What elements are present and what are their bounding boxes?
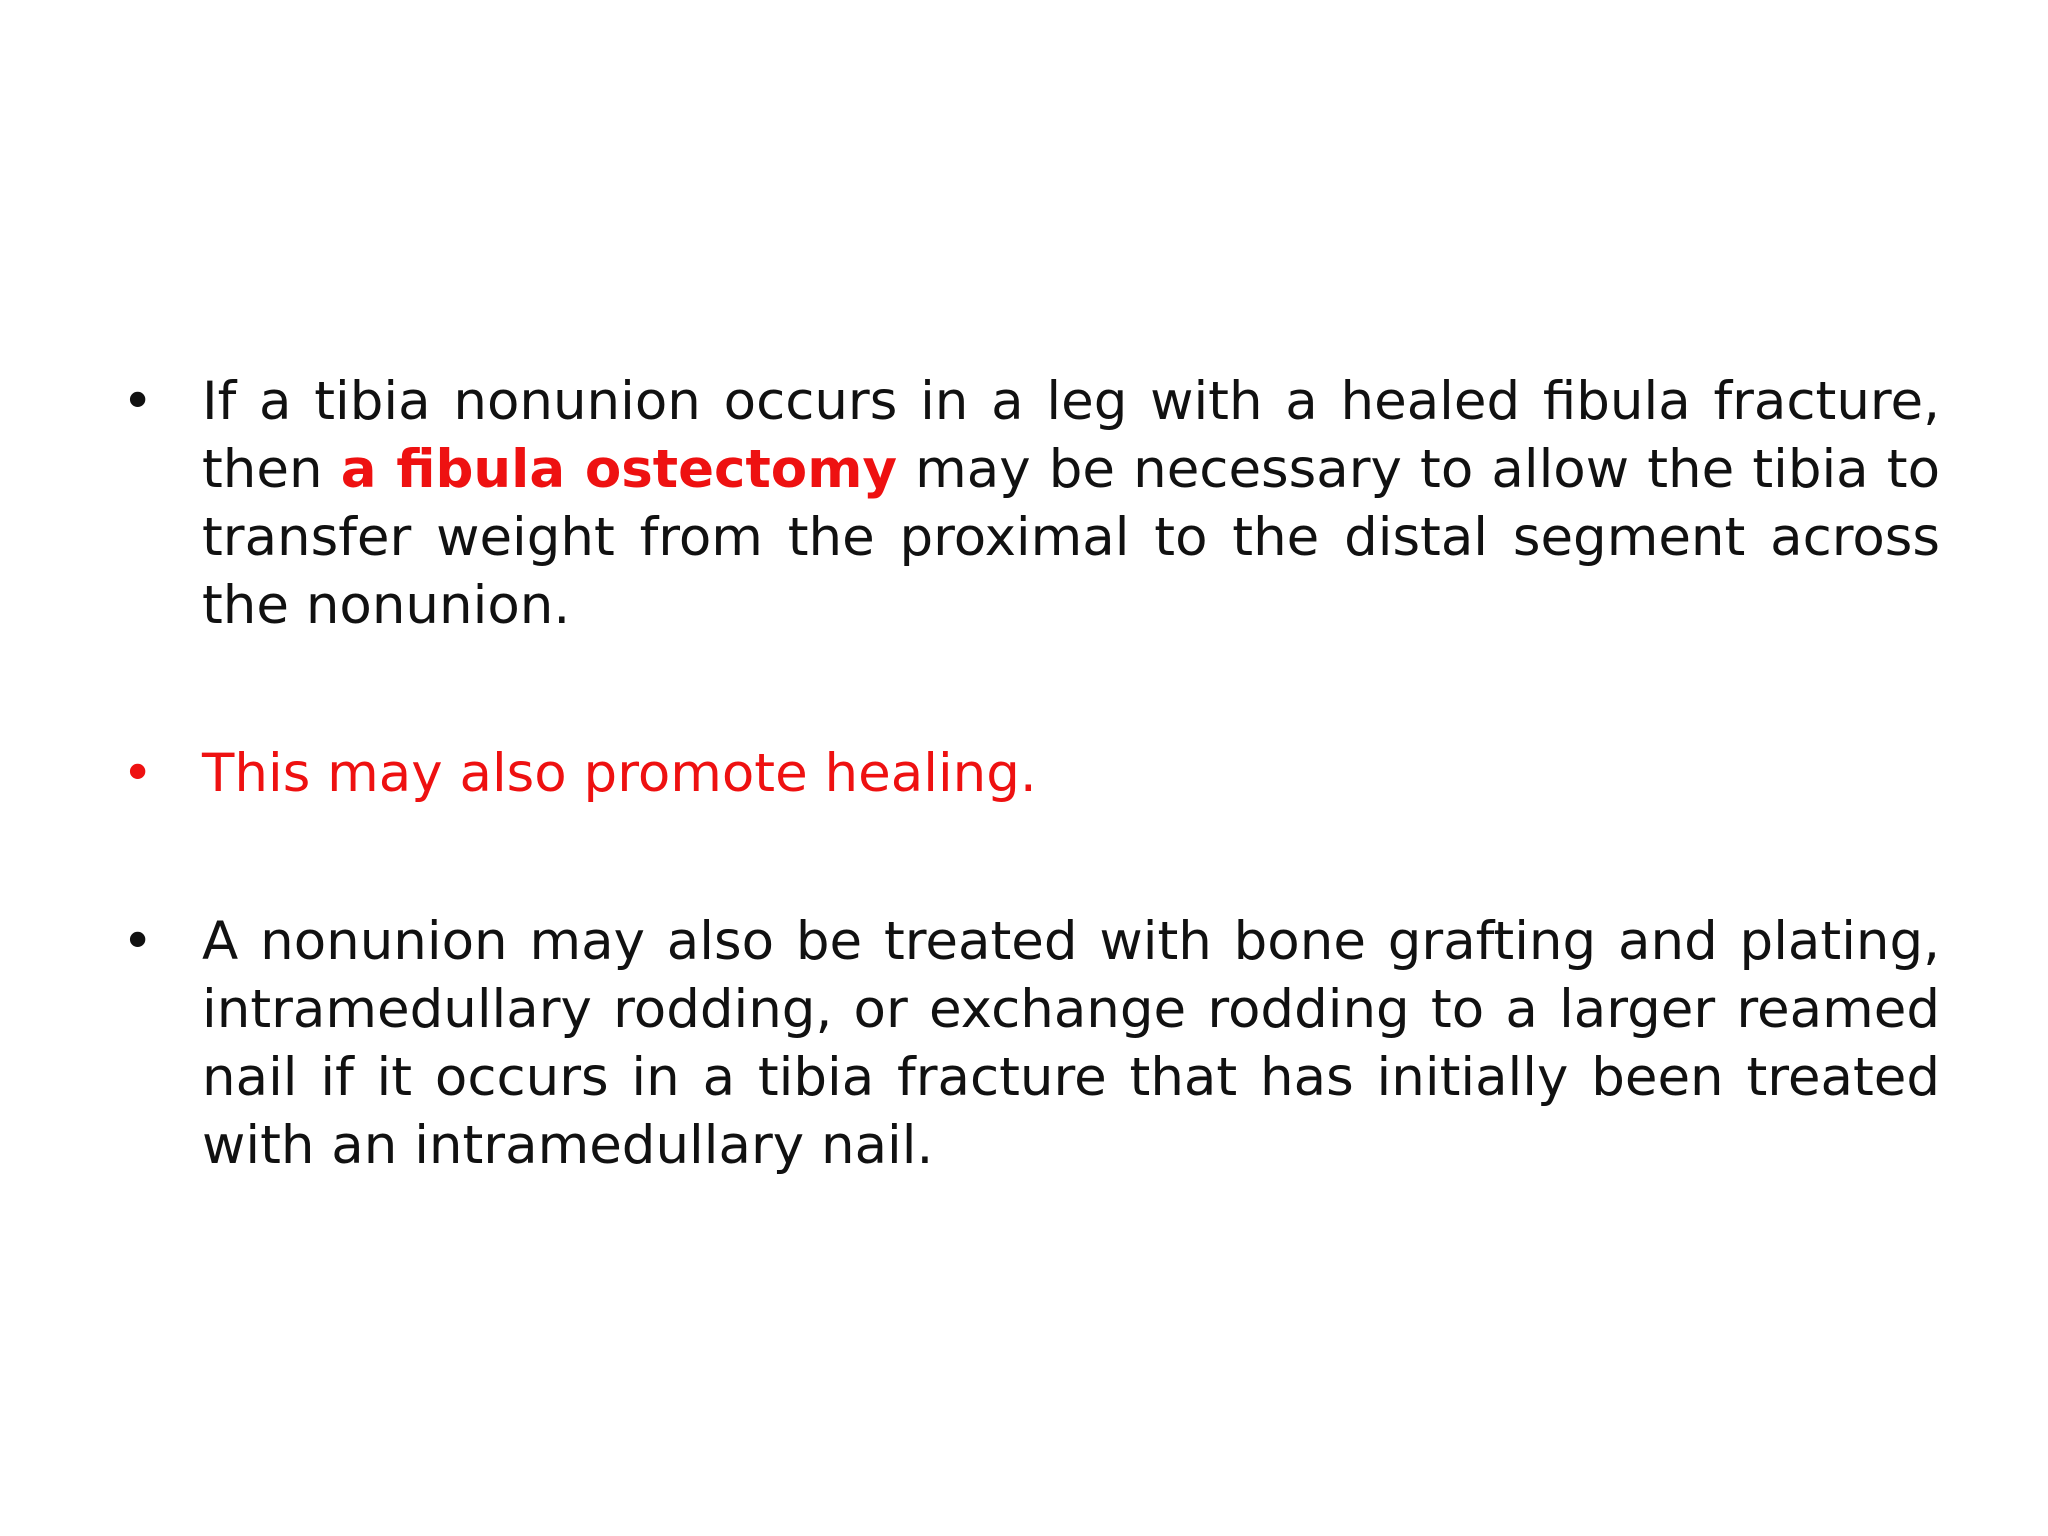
bullet-marker: •: [122, 911, 154, 972]
bullet-marker: •: [122, 743, 154, 804]
bullet-item-promote-healing: [120, 740, 1940, 808]
bullet-marker: •: [122, 371, 154, 432]
bullet-item-fibula-ostectomy: [120, 368, 1940, 640]
bullet-item-treatment-options: [120, 908, 1940, 1180]
bullet-text: This may also promote healing.: [202, 743, 1037, 804]
bullet-text-before: If a tibia nonunion occurs in a leg with a healed fibula fracture, then: [202, 371, 1940, 500]
bullet-list: [120, 368, 1940, 1180]
highlighted-term: a fibula ostectomy: [340, 439, 897, 500]
bullet-text-after: may be necessary to allow the tibia to transfer weight from the proximal to the distal segment across the nonunion.: [202, 439, 1940, 636]
bullet-text: A nonunion may also be treated with bone grafting and plating, intramedullary rodding, or exchange rodding to a larger reamed nail if it occurs in a tibia fracture that has initially been treated with an intramedullary nail.: [202, 911, 1940, 1176]
